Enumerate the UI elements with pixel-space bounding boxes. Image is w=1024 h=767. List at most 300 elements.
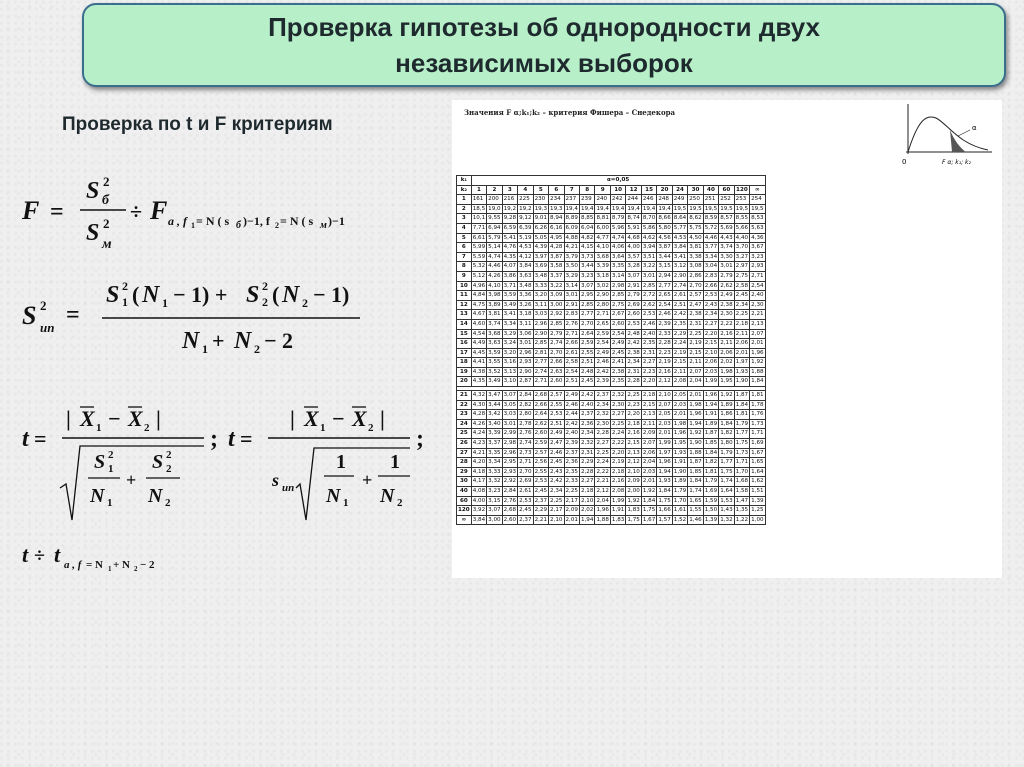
svg-text:2: 2 xyxy=(103,216,110,231)
table-cell: 3,01 xyxy=(719,262,734,272)
table-cell: 8,57 xyxy=(719,214,734,224)
table-cell: 2,79 xyxy=(719,271,734,281)
table-cell: 1,71 xyxy=(734,458,749,468)
table-cell: 1,80 xyxy=(719,439,734,449)
k2-axis-label: k₂ xyxy=(457,185,472,195)
row-header: 60 xyxy=(457,496,472,506)
table-cell: 3,98 xyxy=(487,291,502,301)
table-cell: 2,86 xyxy=(688,271,703,281)
table-cell: 5,32 xyxy=(471,262,486,272)
table-cell: 1,84 xyxy=(688,477,703,487)
table-cell: 2,90 xyxy=(672,271,687,281)
formula-pooled-variance xyxy=(22,274,442,369)
svg-text:|: | xyxy=(156,406,161,431)
svg-text:+: + xyxy=(362,470,373,490)
table-cell: 2,53 xyxy=(626,319,641,329)
table-cell: 2,54 xyxy=(595,339,610,349)
table-cell: 2,39 xyxy=(564,439,579,449)
table-cell: 2,85 xyxy=(579,300,594,310)
table-cell: 2,43 xyxy=(703,300,718,310)
table-cell: 2,45 xyxy=(610,348,625,358)
table-cell: 2,42 xyxy=(549,477,564,487)
table-cell: 3,09 xyxy=(549,291,564,301)
table-cell: 2,71 xyxy=(564,329,579,339)
table-cell: 2,28 xyxy=(595,429,610,439)
table-cell: 2,59 xyxy=(595,329,610,339)
table-cell: 4,56 xyxy=(657,233,672,243)
table-cell: 2,34 xyxy=(734,300,749,310)
table-cell: 2,64 xyxy=(533,410,548,420)
table-cell: 2,71 xyxy=(533,377,548,387)
formula-f-ratio xyxy=(22,168,442,253)
svg-text:= N: = N xyxy=(86,559,103,571)
table-cell: 3,22 xyxy=(641,262,656,272)
table-cell: 1,90 xyxy=(688,439,703,449)
table-cell: 10,1 xyxy=(471,214,486,224)
table-cell: 2,94 xyxy=(657,271,672,281)
svg-text:=: = xyxy=(66,302,80,328)
svg-text:F: F xyxy=(150,196,168,225)
table-row xyxy=(457,233,766,243)
table-cell: 2,11 xyxy=(641,419,656,429)
table-cell: 3,84 xyxy=(672,243,687,253)
table-cell: 2,37 xyxy=(579,410,594,420)
table-cell: 1,73 xyxy=(750,419,765,429)
svg-text:+: + xyxy=(126,470,137,490)
table-cell: 3,84 xyxy=(471,515,486,525)
table-cell: 1,67 xyxy=(750,448,765,458)
table-cell: 3,01 xyxy=(502,419,517,429)
table-cell: 1,83 xyxy=(610,515,625,525)
svg-text:б: б xyxy=(102,193,109,208)
table-cell: 19,2 xyxy=(518,204,533,214)
svg-text:÷: ÷ xyxy=(130,199,143,224)
table-cell: 19,4 xyxy=(626,204,641,214)
table-cell: 2,66 xyxy=(703,281,718,291)
table-cell: 19,5 xyxy=(672,204,687,214)
table-cell: 1,69 xyxy=(750,439,765,449)
table-cell: 244 xyxy=(626,195,641,205)
table-cell: 2,13 xyxy=(641,410,656,420)
svg-text:t: t xyxy=(228,426,235,452)
table-cell: 2,66 xyxy=(549,358,564,368)
row-header: 28 xyxy=(457,458,472,468)
table-cell: 2,99 xyxy=(502,429,517,439)
table-cell: 4,35 xyxy=(471,377,486,387)
table-cell: 2,21 xyxy=(750,310,765,320)
table-cell: 2,28 xyxy=(657,339,672,349)
table-cell: 2,42 xyxy=(672,310,687,320)
table-cell: 2,51 xyxy=(564,377,579,387)
table-cell: 2,54 xyxy=(564,367,579,377)
table-cell: 2,29 xyxy=(579,458,594,468)
table-cell: 2,54 xyxy=(750,281,765,291)
table-cell: 1,32 xyxy=(719,515,734,525)
table-cell: 3,49 xyxy=(502,300,517,310)
table-cell: 2,76 xyxy=(564,319,579,329)
table-cell: 1,88 xyxy=(688,448,703,458)
table-cell: 2,05 xyxy=(657,410,672,420)
table-cell: 19,0 xyxy=(487,204,502,214)
table-cell: 2,08 xyxy=(610,487,625,497)
svg-text:(: ( xyxy=(272,282,280,307)
table-cell: 3,37 xyxy=(487,439,502,449)
table-cell: 1,83 xyxy=(626,506,641,516)
table-cell: 2,62 xyxy=(719,281,734,291)
table-cell: 2,29 xyxy=(533,506,548,516)
table-cell: 2,85 xyxy=(641,281,656,291)
table-cell: 200 xyxy=(487,195,502,205)
svg-text:1: 1 xyxy=(336,451,346,473)
inset-f-label: F α; k₁; k₂ xyxy=(942,159,971,166)
table-cell: 1,99 xyxy=(657,439,672,449)
table-cell: 2,20 xyxy=(626,410,641,420)
svg-text:1: 1 xyxy=(162,296,168,310)
row-header: 1 xyxy=(457,195,472,205)
table-cell: 1,84 xyxy=(719,419,734,429)
table-cell: 1,84 xyxy=(641,496,656,506)
table-cell: 8,81 xyxy=(595,214,610,224)
svg-text:X: X xyxy=(80,406,95,431)
table-cell: 2,53 xyxy=(641,310,656,320)
table-cell: 1,74 xyxy=(688,487,703,497)
table-cell: 19,5 xyxy=(688,204,703,214)
table-cell: 2,60 xyxy=(549,377,564,387)
table-cell: 2,67 xyxy=(610,310,625,320)
table-cell: 4,62 xyxy=(641,233,656,243)
table-cell: 1,85 xyxy=(688,467,703,477)
table-cell: 1,93 xyxy=(734,367,749,377)
table-cell: 8,66 xyxy=(657,214,672,224)
table-cell: 3,11 xyxy=(533,300,548,310)
table-cell: 2,75 xyxy=(610,300,625,310)
table-cell: 2,83 xyxy=(564,310,579,320)
table-cell: 1,84 xyxy=(750,377,765,387)
table-cell: 2,08 xyxy=(672,377,687,387)
table-cell: 2,28 xyxy=(626,377,641,387)
row-header: 21 xyxy=(457,391,472,401)
table-cell: 2,11 xyxy=(719,339,734,349)
table-cell: 216 xyxy=(502,195,517,205)
table-cell: 1,88 xyxy=(595,515,610,525)
table-cell: 2,07 xyxy=(641,439,656,449)
table-cell: 9,28 xyxy=(502,214,517,224)
table-row xyxy=(457,310,766,320)
table-cell: 1,55 xyxy=(688,506,703,516)
table-cell: 2,49 xyxy=(595,348,610,358)
svg-text:S: S xyxy=(86,220,100,246)
table-cell: 5,99 xyxy=(471,243,486,253)
table-cell: 3,89 xyxy=(487,300,502,310)
table-cell: 2,45 xyxy=(734,291,749,301)
table-cell: 1,81 xyxy=(703,467,718,477)
table-cell: 3,77 xyxy=(703,243,718,253)
table-cell: 3,92 xyxy=(471,506,486,516)
table-cell: 2,62 xyxy=(641,300,656,310)
table-cell: 2,10 xyxy=(657,391,672,401)
table-cell: 2,09 xyxy=(641,429,656,439)
table-cell: 2,98 xyxy=(610,281,625,291)
table-cell: 2,46 xyxy=(549,448,564,458)
table-row xyxy=(457,467,766,477)
row-header: 16 xyxy=(457,339,472,349)
table-cell: 3,29 xyxy=(502,329,517,339)
table-cell: 2,06 xyxy=(641,448,656,458)
table-cell: 4,54 xyxy=(471,329,486,339)
table-cell: 2,01 xyxy=(672,410,687,420)
svg-text:N: N xyxy=(326,485,341,507)
table-cell: 4,12 xyxy=(518,252,533,262)
svg-text:S: S xyxy=(22,301,37,330)
table-cell: 3,69 xyxy=(533,262,548,272)
table-cell: 2,25 xyxy=(549,496,564,506)
table-cell: 1,76 xyxy=(750,410,765,420)
row-header: 26 xyxy=(457,439,472,449)
table-cell: 2,22 xyxy=(610,439,625,449)
table-cell: 4,82 xyxy=(579,233,594,243)
table-cell: 2,04 xyxy=(688,377,703,387)
table-cell: 1,74 xyxy=(719,477,734,487)
svg-text:a , f: a , f xyxy=(64,559,82,571)
table-cell: 252 xyxy=(719,195,734,205)
table-cell: 2,32 xyxy=(579,439,594,449)
table-cell: 3,23 xyxy=(579,271,594,281)
table-cell: 1,98 xyxy=(719,367,734,377)
table-caption: Значения F α;k₁;k₂ – критерия Фишера – Снедекора xyxy=(464,108,676,117)
table-cell: 5,91 xyxy=(626,223,641,233)
table-cell: 5,05 xyxy=(533,233,548,243)
table-cell: 2,74 xyxy=(672,281,687,291)
table-cell: 19,5 xyxy=(734,204,749,214)
table-cell: 3,64 xyxy=(610,252,625,262)
table-cell: 3,07 xyxy=(487,506,502,516)
table-cell: 9,01 xyxy=(533,214,548,224)
table-cell: 2,55 xyxy=(533,467,548,477)
table-cell: 2,79 xyxy=(549,329,564,339)
table-cell: 4,46 xyxy=(487,262,502,272)
table-cell: 246 xyxy=(641,195,656,205)
table-cell: 2,55 xyxy=(579,348,594,358)
table-row xyxy=(457,319,766,329)
row-header: 25 xyxy=(457,429,472,439)
table-cell: 2,51 xyxy=(672,300,687,310)
svg-text:a , f: a , f xyxy=(168,214,187,228)
table-cell: 2,24 xyxy=(610,429,625,439)
table-cell: 2,85 xyxy=(549,319,564,329)
svg-text:2: 2 xyxy=(144,422,150,434)
table-cell: 2,65 xyxy=(595,319,610,329)
table-cell: 4,15 xyxy=(579,243,594,253)
table-cell: 3,63 xyxy=(518,271,533,281)
table-cell: 6,04 xyxy=(579,223,594,233)
table-cell: 2,97 xyxy=(734,262,749,272)
table-cell: 3,74 xyxy=(487,319,502,329)
table-cell: 3,01 xyxy=(564,291,579,301)
table-cell: 2,07 xyxy=(688,367,703,377)
table-cell: 4,20 xyxy=(471,458,486,468)
table-header-row xyxy=(457,185,766,195)
table-cell: 2,35 xyxy=(564,467,579,477)
table-cell: 4,36 xyxy=(750,233,765,243)
table-cell: 2,49 xyxy=(549,429,564,439)
table-cell: 2,27 xyxy=(610,410,625,420)
svg-text:X: X xyxy=(304,406,319,431)
table-cell: 3,41 xyxy=(502,310,517,320)
row-header: 7 xyxy=(457,252,472,262)
table-cell: 4,38 xyxy=(471,367,486,377)
table-cell: 4,46 xyxy=(703,233,718,243)
row-header: 19 xyxy=(457,367,472,377)
table-cell: 1,79 xyxy=(672,487,687,497)
table-cell: 2,10 xyxy=(549,515,564,525)
table-cell: 3,86 xyxy=(502,271,517,281)
table-cell: 1,97 xyxy=(734,358,749,368)
table-cell: 2,76 xyxy=(502,496,517,506)
table-cell: 2,20 xyxy=(641,377,656,387)
table-cell: 4,76 xyxy=(502,243,517,253)
table-cell: 2,16 xyxy=(610,477,625,487)
column-header: 3 xyxy=(502,185,517,195)
table-cell: 1,68 xyxy=(734,477,749,487)
table-cell: 1,25 xyxy=(750,506,765,516)
svg-text:S: S xyxy=(86,178,100,204)
table-row xyxy=(457,214,766,224)
table-cell: 2,84 xyxy=(518,391,533,401)
table-cell: 1,62 xyxy=(750,477,765,487)
table-cell: 2,27 xyxy=(579,477,594,487)
table-cell: 237 xyxy=(564,195,579,205)
table-cell: 1,98 xyxy=(688,400,703,410)
table-cell: 4,07 xyxy=(502,262,517,272)
table-cell: 2,48 xyxy=(579,367,594,377)
table-cell: 2,18 xyxy=(626,419,641,429)
table-cell: 2,80 xyxy=(518,410,533,420)
table-cell: 5,77 xyxy=(672,223,687,233)
table-cell: 1,96 xyxy=(703,391,718,401)
table-cell: 2,15 xyxy=(641,400,656,410)
table-cell: 1,73 xyxy=(734,448,749,458)
table-cell: 4,26 xyxy=(487,271,502,281)
table-cell: 2,68 xyxy=(502,506,517,516)
table-cell: 3,44 xyxy=(579,262,594,272)
table-cell: 1,91 xyxy=(672,458,687,468)
row-header: 5 xyxy=(457,233,472,243)
table-cell: 2,11 xyxy=(688,358,703,368)
table-cell: 3,71 xyxy=(502,281,517,291)
table-cell: 2,96 xyxy=(518,348,533,358)
table-cell: 2,49 xyxy=(564,391,579,401)
table-cell: 2,21 xyxy=(595,477,610,487)
table-cell: 1,91 xyxy=(703,410,718,420)
table-cell: 2,33 xyxy=(657,329,672,339)
table-row xyxy=(457,291,766,301)
table-cell: 1,61 xyxy=(672,506,687,516)
table-cell: 2,04 xyxy=(595,496,610,506)
table-cell: 2,57 xyxy=(533,448,548,458)
table-row xyxy=(457,348,766,358)
table-cell: 3,41 xyxy=(672,252,687,262)
table-cell: 1,46 xyxy=(688,515,703,525)
svg-text:1: 1 xyxy=(390,451,400,473)
table-cell: 3,05 xyxy=(502,400,517,410)
table-cell: 4,10 xyxy=(487,281,502,291)
table-cell: 4,74 xyxy=(487,252,502,262)
table-cell: 2,71 xyxy=(595,310,610,320)
table-cell: 19,4 xyxy=(595,204,610,214)
table-cell: 1,52 xyxy=(672,515,687,525)
table-cell: 2,61 xyxy=(518,487,533,497)
table-cell: 4,95 xyxy=(549,233,564,243)
table-cell: 2,09 xyxy=(564,506,579,516)
table-cell: 6,61 xyxy=(471,233,486,243)
table-cell: 2,18 xyxy=(610,467,625,477)
svg-text:N: N xyxy=(182,328,200,354)
f-distribution-inset xyxy=(892,100,1002,172)
table-cell: 2,77 xyxy=(579,310,594,320)
row-header: 10 xyxy=(457,281,472,291)
table-cell: 3,33 xyxy=(533,281,548,291)
table-cell: 2,60 xyxy=(626,310,641,320)
table-row xyxy=(457,204,766,214)
table-cell: 2,05 xyxy=(672,391,687,401)
table-cell: 2,53 xyxy=(703,291,718,301)
svg-text:X: X xyxy=(352,406,367,431)
svg-text:1: 1 xyxy=(107,497,113,509)
table-cell: 5,96 xyxy=(610,223,625,233)
table-cell: 2,66 xyxy=(533,400,548,410)
table-cell: 2,25 xyxy=(564,487,579,497)
table-cell: 5,86 xyxy=(641,223,656,233)
table-cell: 5,19 xyxy=(518,233,533,243)
table-cell: 2,37 xyxy=(533,496,548,506)
table-cell: 2,70 xyxy=(688,281,703,291)
table-row xyxy=(457,271,766,281)
column-header: 24 xyxy=(672,185,687,195)
column-header: 15 xyxy=(641,185,656,195)
svg-text:S: S xyxy=(246,282,260,308)
table-cell: 2,53 xyxy=(518,496,533,506)
table-cell: 2,31 xyxy=(641,348,656,358)
table-cell: 2,29 xyxy=(672,329,687,339)
table-cell: 19,5 xyxy=(750,204,765,214)
table-cell: 2,82 xyxy=(518,400,533,410)
table-cell: 2,30 xyxy=(595,419,610,429)
table-cell: 4,41 xyxy=(471,358,486,368)
table-cell: 2,93 xyxy=(518,358,533,368)
table-cell: 2,60 xyxy=(533,429,548,439)
table-cell: 2,15 xyxy=(703,339,718,349)
table-cell: 2,93 xyxy=(502,467,517,477)
table-cell: 1,75 xyxy=(734,439,749,449)
table-cell: 2,57 xyxy=(549,391,564,401)
table-cell: 2,31 xyxy=(688,319,703,329)
table-row xyxy=(457,448,766,458)
row-header: 13 xyxy=(457,310,472,320)
row-header: 8 xyxy=(457,262,472,272)
title-box xyxy=(82,3,1006,87)
svg-text:1: 1 xyxy=(96,422,102,434)
table-cell: 3,37 xyxy=(549,271,564,281)
table-cell: 3,07 xyxy=(502,391,517,401)
table-cell: 2,76 xyxy=(518,429,533,439)
table-cell: 2,57 xyxy=(688,291,703,301)
table-cell: 1,94 xyxy=(703,400,718,410)
table-cell: 1,98 xyxy=(672,419,687,429)
svg-text:− 1) +: − 1) + xyxy=(173,282,228,307)
row-header: 22 xyxy=(457,400,472,410)
table-cell: 1,92 xyxy=(688,429,703,439)
svg-text:;: ; xyxy=(210,426,218,452)
